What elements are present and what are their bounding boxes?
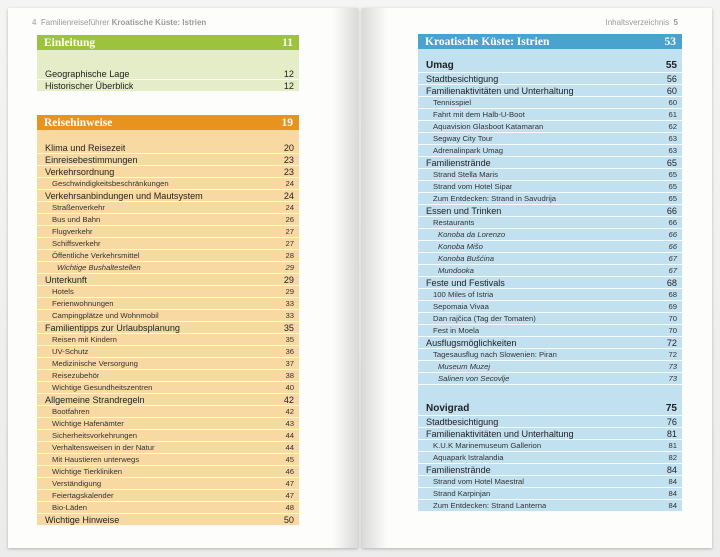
toc-entry (418, 428, 682, 440)
toc-entry-label: Familientipps zur Urlaubsplanung (45, 323, 180, 333)
toc-entry (418, 313, 682, 325)
toc-entry (418, 361, 682, 373)
toc-entry (418, 59, 682, 73)
toc-entry (418, 181, 682, 193)
toc-entry (37, 274, 299, 286)
left-page (8, 8, 358, 548)
toc-entry (37, 358, 299, 370)
toc-entry (37, 346, 299, 358)
toc-entry-label: Bootfahren (52, 407, 90, 416)
toc-entry-label: Wichtige Gesundheitszentren (52, 383, 153, 392)
toc-entry-label: Verhaltensweisen in der Natur (52, 443, 155, 452)
toc-entry-page: 65 (666, 158, 677, 168)
toc-entry-page: 66 (668, 230, 677, 239)
toc-entry (418, 337, 682, 349)
toc-entry-label: Historischer Überblick (45, 81, 134, 91)
toc-entry-label: Schiffsverkehr (52, 239, 101, 248)
toc-entry (418, 277, 682, 289)
toc-entry (418, 157, 682, 169)
toc-entry-label: Dan rajčica (Tag der Tomaten) (433, 314, 536, 323)
toc-entry (37, 298, 299, 310)
toc-entry-label: Reisen mit Kindern (52, 335, 117, 344)
toc-entry (418, 217, 682, 229)
left-page-number: 4 (32, 18, 37, 27)
toc-entry (418, 109, 682, 121)
toc-entry-page: 12 (283, 81, 294, 91)
toc-entry-label: Essen und Trinken (426, 206, 502, 216)
toc-entry-page: 23 (283, 155, 294, 165)
toc-entry-page: 56 (666, 74, 677, 84)
toc-entry-page: 63 (668, 146, 677, 155)
toc-entry-page: 61 (668, 110, 677, 119)
toc-entry-page: 20 (283, 143, 294, 153)
toc-entry-page: 38 (285, 371, 294, 380)
toc-entry (418, 169, 682, 181)
reisehinweise-header (37, 115, 299, 130)
toc-entry (418, 373, 682, 385)
toc-entry-page: 29 (285, 263, 294, 272)
toc-entry-page: 36 (285, 347, 294, 356)
toc-entry-page: 65 (668, 170, 677, 179)
toc-entry (37, 478, 299, 490)
toc-entry-page: 60 (668, 98, 677, 107)
toc-entry-label: Fest in Moela (433, 326, 480, 335)
istrien-header (418, 34, 682, 49)
toc-entry-page: 84 (668, 477, 677, 486)
toc-entry-page: 70 (668, 326, 677, 335)
toc-entry-page: 66 (668, 242, 677, 251)
toc-entry-label: Wichtige Tierkliniken (52, 467, 123, 476)
toc-entry-label: Feiertagskalender (52, 491, 114, 500)
toc-entry-page: 28 (285, 251, 294, 260)
toc-entry (418, 241, 682, 253)
toc-entry-label: Wichtige Hafenämter (52, 419, 124, 428)
toc-entry-label: Mundooka (438, 266, 474, 275)
toc-entry-page: 60 (666, 86, 677, 96)
toc-entry (37, 262, 299, 274)
toc-entry (37, 202, 299, 214)
toc-entry (418, 265, 682, 277)
toc-entry-label: Campingplätze und Wohnmobil (52, 311, 159, 320)
toc-entry-label: Stadtbesichtigung (426, 417, 499, 427)
toc-entry-page: 48 (285, 503, 294, 512)
toc-entry-page: 84 (668, 501, 677, 510)
toc-entry-label: Reisezubehör (52, 371, 100, 380)
toc-entry-label: Tennisspiel (433, 98, 472, 107)
toc-entry (37, 514, 299, 526)
toc-entry (37, 178, 299, 190)
einleitung-page: 11 (282, 36, 293, 49)
toc-entry-page: 44 (285, 443, 294, 452)
toc-entry-label: Hotels (52, 287, 74, 296)
left-running-head-text: Familienreiseführer (40, 18, 110, 27)
toc-entry-page: 50 (283, 515, 294, 525)
toc-entry-label: Bus und Bahn (52, 215, 101, 224)
toc-entry (418, 253, 682, 265)
toc-entry (418, 440, 682, 452)
toc-entry-page: 67 (668, 254, 677, 263)
toc-entry-label: Flugverkehr (52, 227, 93, 236)
toc-entry-page: 33 (285, 299, 294, 308)
toc-entry-page: 84 (668, 489, 677, 498)
toc-entry (37, 286, 299, 298)
novigrad-list (418, 385, 682, 512)
toc-entry-label: Ferienwohnungen (52, 299, 114, 308)
toc-entry-label: Konoba Mišo (438, 242, 483, 251)
toc-entry-label: Klima und Reisezeit (45, 143, 126, 153)
toc-entry-page: 66 (666, 206, 677, 216)
toc-entry (37, 214, 299, 226)
reisehinweise-list (37, 130, 299, 526)
toc-entry-label: Fahrt mit dem Halb-U-Boot (433, 110, 525, 119)
reisehinweise-section (37, 115, 299, 526)
toc-entry-page: 81 (668, 441, 677, 450)
toc-entry (37, 250, 299, 262)
toc-entry (37, 190, 299, 202)
left-running-head (32, 18, 206, 27)
toc-entry-page: 43 (285, 419, 294, 428)
umag-list (418, 49, 682, 385)
toc-entry (37, 226, 299, 238)
right-page-number: 5 (673, 18, 678, 27)
toc-entry-page: 29 (285, 287, 294, 296)
toc-entry-label: Sicherheitsvorkehrungen (52, 431, 138, 440)
toc-entry-page: 55 (665, 60, 677, 71)
toc-entry-page: 73 (668, 374, 677, 383)
toc-entry-page: 12 (283, 69, 294, 79)
toc-entry-page: 84 (666, 465, 677, 475)
einleitung-section (37, 35, 299, 92)
toc-entry (37, 166, 299, 178)
toc-entry-label: Feste und Festivals (426, 278, 505, 288)
toc-entry-label: Geographische Lage (45, 69, 130, 79)
toc-entry-page: 26 (285, 215, 294, 224)
toc-entry-label: Verständigung (52, 479, 102, 488)
toc-entry-page: 65 (668, 182, 677, 191)
toc-entry-label: Konoba da Lorenzo (438, 230, 506, 239)
toc-entry-page: 72 (666, 338, 677, 348)
toc-entry-page: 66 (668, 218, 677, 227)
toc-entry (37, 382, 299, 394)
toc-entry (418, 85, 682, 97)
toc-entry-label: K.U.K Marinemuseum Gallerion (433, 441, 542, 450)
toc-entry-page: 27 (285, 239, 294, 248)
toc-entry-page: 75 (665, 403, 677, 414)
toc-entry-label: Öffentliche Verkehrsmittel (52, 251, 140, 260)
toc-entry-label: Strand vom Hotel Maestral (433, 477, 525, 486)
toc-entry-label: Aquavision Glasboot Katamaran (433, 122, 544, 131)
toc-entry-page: 62 (668, 122, 677, 131)
toc-entry (418, 205, 682, 217)
left-gutter-shadow (332, 8, 358, 548)
toc-entry-label: Aquapark Istralandia (433, 453, 504, 462)
toc-entry-label: Bio-Läden (52, 503, 88, 512)
toc-entry-page: 67 (668, 266, 677, 275)
toc-entry-page: 35 (285, 335, 294, 344)
toc-entry (418, 325, 682, 337)
toc-entry (418, 73, 682, 85)
einleitung-header (37, 35, 299, 50)
toc-entry (37, 154, 299, 166)
toc-entry (418, 500, 682, 512)
toc-entry-page: 29 (283, 275, 294, 285)
toc-entry (418, 488, 682, 500)
toc-entry-label: Stadtbesichtigung (426, 74, 499, 84)
toc-entry-label: Einreisebestimmungen (45, 155, 138, 165)
toc-entry-label: Familienstrände (426, 158, 491, 168)
toc-entry-page: 47 (285, 479, 294, 488)
toc-entry-page: 68 (666, 278, 677, 288)
toc-entry-label: UV-Schutz (52, 347, 89, 356)
toc-entry-label: Wichtige Bushaltestellen (57, 263, 141, 272)
toc-entry-label: Mit Haustieren unterwegs (52, 455, 140, 464)
toc-entry-label: Unterkunft (45, 275, 87, 285)
toc-entry (37, 394, 299, 406)
toc-entry-page: 40 (285, 383, 294, 392)
toc-entry-label: Verkehrsanbindungen und Mautsystem (45, 191, 203, 201)
toc-entry (37, 370, 299, 382)
toc-entry (418, 145, 682, 157)
toc-entry-label: Familienstrände (426, 465, 491, 475)
reisehinweise-title: Reisehinweise (44, 116, 113, 129)
reisehinweise-page: 19 (281, 116, 293, 129)
toc-entry-label: Strand Karpinjan (433, 489, 491, 498)
toc-entry (418, 97, 682, 109)
istrien-title: Kroatische Küste: Istrien (425, 35, 550, 48)
toc-entry-label: Allgemeine Strandregeln (45, 395, 145, 405)
right-running-head (606, 18, 679, 27)
toc-entry (418, 402, 682, 416)
toc-entry (37, 406, 299, 418)
toc-entry (37, 490, 299, 502)
toc-entry (37, 430, 299, 442)
toc-entry-label: Segway City Tour (433, 134, 493, 143)
einleitung-title: Einleitung (44, 36, 96, 49)
toc-entry-label: Strand vom Hotel Sipar (433, 182, 513, 191)
toc-entry (37, 334, 299, 346)
toc-entry-label: Medizinische Versorgung (52, 359, 138, 368)
toc-entry (418, 289, 682, 301)
toc-entry-label: Familienaktivitäten und Unterhaltung (426, 429, 574, 439)
toc-entry-page: 81 (666, 429, 677, 439)
toc-entry-page: 42 (285, 407, 294, 416)
toc-entry-label: Umag (426, 60, 454, 71)
toc-entry (37, 322, 299, 334)
toc-entry-label: Tagesausflug nach Slowenien: Piran (433, 350, 557, 359)
toc-entry-page: 45 (285, 455, 294, 464)
istrien-page: 53 (664, 35, 676, 48)
toc-entry (418, 229, 682, 241)
toc-entry-label: Adrenalinpark Umag (433, 146, 504, 155)
right-page (362, 8, 712, 548)
toc-entry-page: 47 (285, 491, 294, 500)
toc-entry-page: 24 (283, 191, 294, 201)
toc-entry-label: Zum Entdecken: Strand Lanterna (433, 501, 547, 510)
toc-entry-page: 44 (285, 431, 294, 440)
toc-entry (418, 416, 682, 428)
toc-entry-page: 35 (283, 323, 294, 333)
toc-entry (37, 442, 299, 454)
toc-entry (37, 80, 299, 92)
toc-entry-label: Wichtige Hinweise (45, 515, 120, 525)
toc-entry (37, 466, 299, 478)
toc-entry (37, 238, 299, 250)
toc-entry-label: Konoba Bušćina (438, 254, 494, 263)
toc-entry-label: Salinen von Secovlje (438, 374, 510, 383)
toc-entry-page: 68 (668, 290, 677, 299)
right-gutter-shadow (362, 8, 388, 548)
toc-entry-page: 82 (668, 453, 677, 462)
toc-entry-page: 72 (668, 350, 677, 359)
istrien-section (418, 34, 682, 512)
toc-entry-page: 23 (283, 167, 294, 177)
toc-entry (37, 454, 299, 466)
right-running-head-text: Inhaltsverzeichnis (605, 18, 670, 27)
toc-entry-page: 33 (285, 311, 294, 320)
toc-entry-page: 24 (285, 179, 294, 188)
toc-entry-page: 24 (285, 203, 294, 212)
toc-entry-label: 100 Miles of Istria (433, 290, 494, 299)
toc-entry-label: Sepomaia Vivaa (433, 302, 489, 311)
toc-entry-page: 65 (668, 194, 677, 203)
toc-entry (418, 452, 682, 464)
toc-entry (418, 121, 682, 133)
left-running-head-bold: Kroatische Küste: Istrien (111, 18, 207, 27)
toc-entry-label: Strand Stella Maris (433, 170, 498, 179)
toc-entry-label: Novigrad (426, 403, 470, 414)
toc-entry (418, 464, 682, 476)
toc-entry-label: Ausflugsmöglichkeiten (426, 338, 517, 348)
toc-entry (418, 301, 682, 313)
toc-entry-page: 73 (668, 362, 677, 371)
einleitung-list (37, 50, 299, 92)
toc-entry-page: 69 (668, 302, 677, 311)
toc-entry-page: 42 (283, 395, 294, 405)
toc-entry-label: Restaurants (433, 218, 475, 227)
toc-entry (418, 133, 682, 145)
toc-entry-page: 70 (668, 314, 677, 323)
toc-entry-label: Straßenverkehr (52, 203, 105, 212)
toc-entry-page: 76 (666, 417, 677, 427)
toc-entry (37, 142, 299, 154)
toc-entry (37, 310, 299, 322)
toc-entry (37, 418, 299, 430)
toc-entry (418, 349, 682, 361)
toc-entry-label: Museum Muzej (438, 362, 491, 371)
toc-entry (37, 502, 299, 514)
toc-entry-label: Zum Entdecken: Strand in Savudrija (433, 194, 557, 203)
toc-entry-page: 63 (668, 134, 677, 143)
toc-entry-page: 46 (285, 467, 294, 476)
toc-entry-label: Geschwindigkeitsbeschränkungen (52, 179, 169, 188)
toc-entry-page: 37 (285, 359, 294, 368)
toc-entry (37, 68, 299, 80)
toc-entry-page: 27 (285, 227, 294, 236)
toc-entry (418, 476, 682, 488)
toc-entry-label: Verkehrsordnung (45, 167, 115, 177)
toc-entry (418, 193, 682, 205)
toc-entry-label: Familienaktivitäten und Unterhaltung (426, 86, 574, 96)
